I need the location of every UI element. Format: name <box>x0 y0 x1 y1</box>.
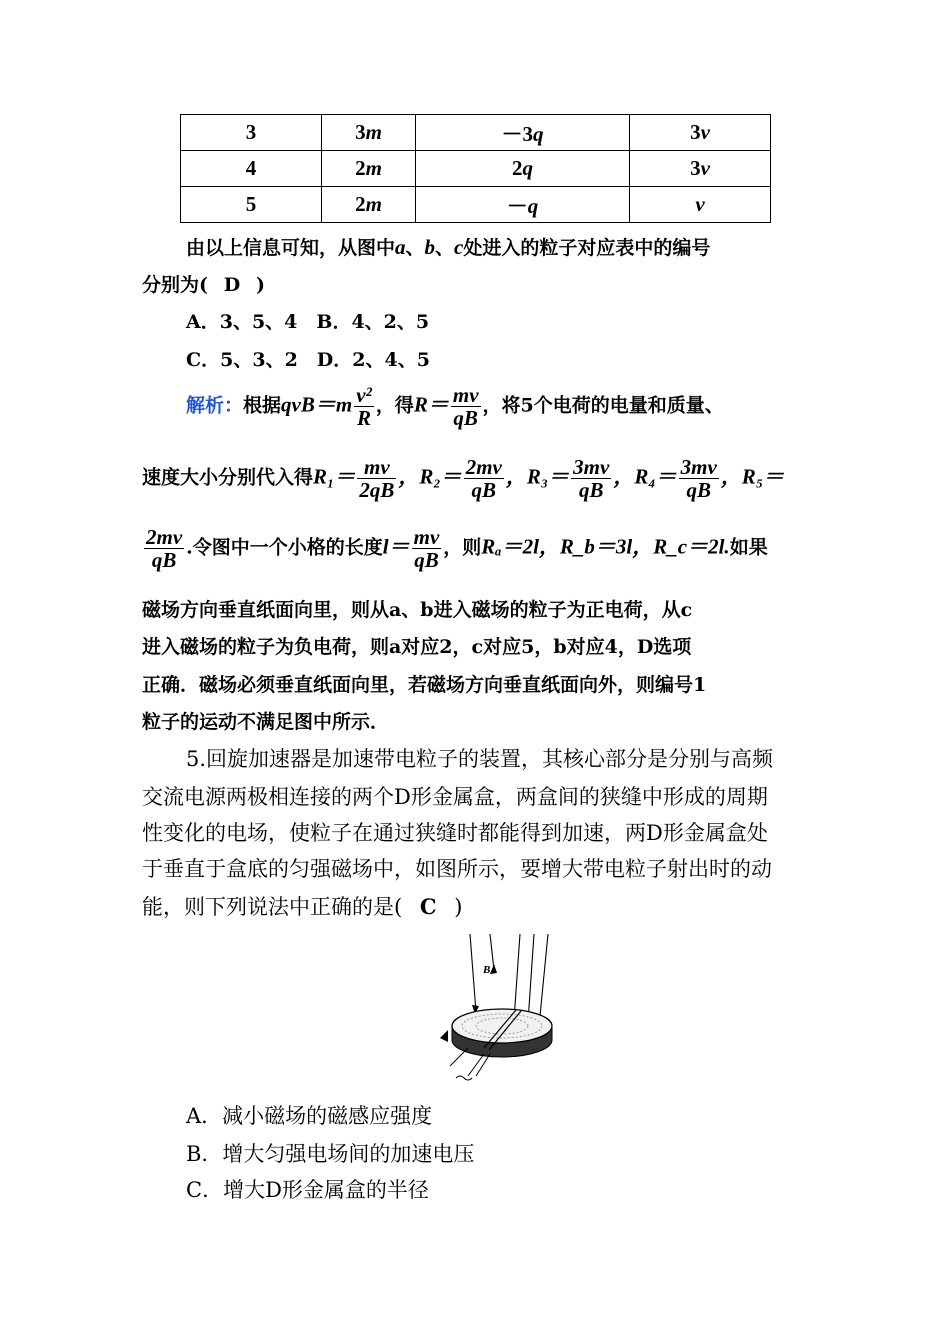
q5-stem-line1: 5.回旋加速器是加速带电粒子的装置，其核心部分是分别与高频 <box>186 747 774 771</box>
cell-id: 5 <box>181 187 322 223</box>
cell-mass: 3m <box>322 115 416 151</box>
analysis-label: 解析： <box>186 394 244 417</box>
q4-stem-line1: 由以上信息可知，从图中a、b、c处进入的粒子对应表中的编号 <box>186 235 711 259</box>
cell-id: 3 <box>181 115 322 151</box>
q5-stem-line2: 交流电源两极相连接的两个D形金属盒，两盒间的狭缝中形成的周期 <box>142 785 768 809</box>
analysis-line5: 进入磁场的粒子为负电荷，则a对应2，c对应5，b对应4，D选项 <box>142 636 692 658</box>
particle-table <box>180 114 771 223</box>
q4-answer: D <box>223 274 241 296</box>
analysis-line6: 正确．磁场必须垂直纸面向里，若磁场方向垂直纸面向外，则编号1 <box>142 674 707 696</box>
cell-mass: 2m <box>322 151 416 187</box>
analysis-line3: $\frac{2mv}{qB}$ .令图中一个小格的长度l＝ $\frac{mv}{qB}$ ，则Rₐ＝2l，R_b＝3l，R_c＝2l.如果 <box>146 525 768 573</box>
analysis-line1: 解析：根据qvB＝m $\frac{\text{v²}}{R}$ ，得R＝ $\frac{mv}{qB}$ ，将5个电荷的电量和质量、 <box>186 383 724 431</box>
table-row <box>181 115 771 151</box>
cell-charge: 2q <box>416 151 630 187</box>
q5-stem-line5: 能，则下列说法中正确的是( C ) <box>142 894 463 919</box>
q5-stem-line3: 性变化的电场，使粒子在通过狭缝时都能得到加速，两D形金属盒处 <box>142 821 768 845</box>
q5-answer: C <box>419 894 437 919</box>
cell-speed: v <box>630 187 771 223</box>
q5-option-b: B．增大匀强电场间的加速电压 <box>186 1142 475 1166</box>
q5-option-c: C．增大D形金属盒的半径 <box>186 1178 429 1202</box>
table-row <box>181 151 771 187</box>
cell-charge: －3q <box>416 115 630 151</box>
figure-b-label: B <box>483 964 491 976</box>
q5-stem-line4: 于垂直于盒底的匀强磁场中，如图所示，要增大带电粒子射出时的动 <box>142 857 772 881</box>
cyclotron-figure <box>428 930 578 1085</box>
cell-charge: －q <box>416 187 630 223</box>
cell-mass: 2m <box>322 187 416 223</box>
table-row <box>181 187 771 223</box>
analysis-line4: 磁场方向垂直纸面向里，则从a、b进入磁场的粒子为正电荷，从c <box>142 599 693 621</box>
cell-speed: 3v <box>630 151 771 187</box>
q4-options-ab: A．3、5、4 B．4、2、5 <box>186 311 430 333</box>
q4-options-cd: C．5、3、2 D．2、4、5 <box>186 349 430 371</box>
analysis-line7: 粒子的运动不满足图中所示． <box>142 711 390 733</box>
analysis-line2: 速度大小分别代入得R₁＝ $\frac{mv}{2qB}$ ，R₂＝ $\frac{2mv}{qB}$ ，R₃＝ $\frac{3mv}{qB}$ ，R₄＝ $\frac{3mv}{qB}$ ，R₅＝ <box>142 455 785 503</box>
q5-option-a: A．减小磁场的磁感应强度 <box>186 1104 433 1128</box>
cell-id: 4 <box>181 151 322 187</box>
cell-speed: 3v <box>630 115 771 151</box>
q4-stem-line2: 分别为( D ) <box>142 274 265 296</box>
